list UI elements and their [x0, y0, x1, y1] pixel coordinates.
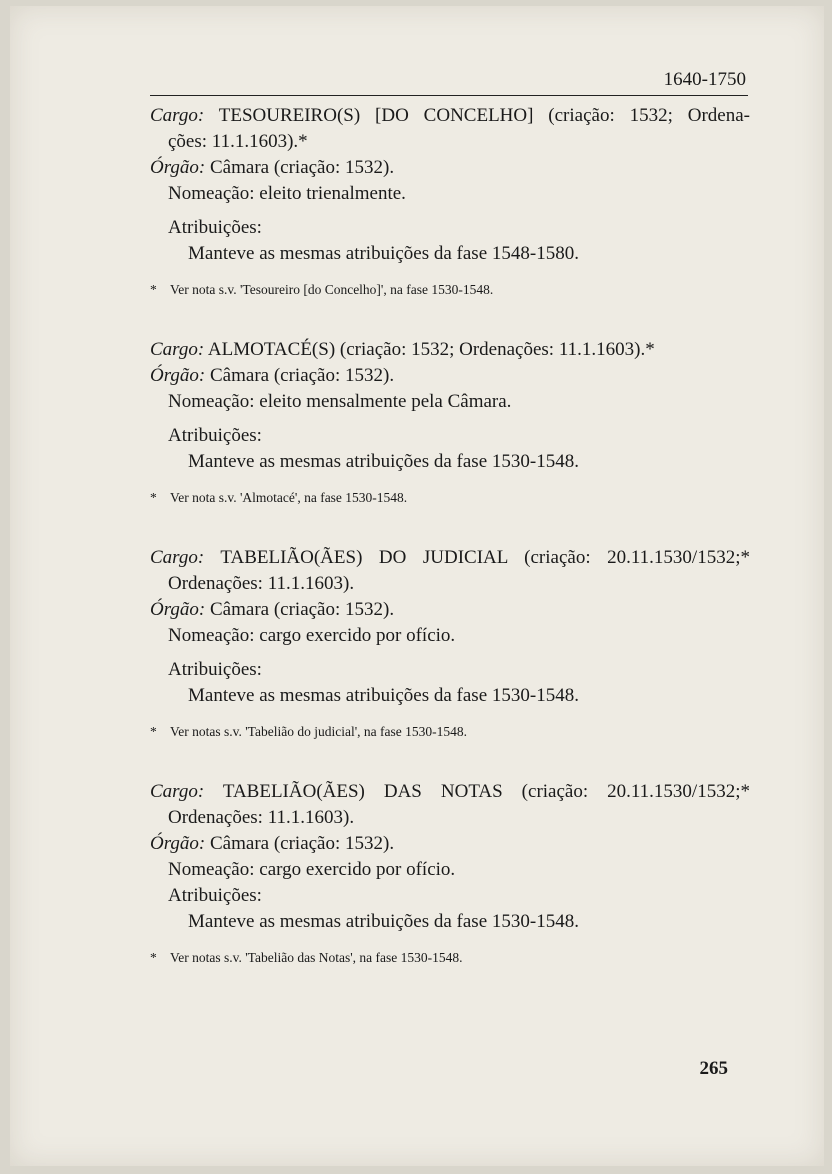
atribuicoes-text: Manteve as mesmas atribuições da fase 1530-1548. — [188, 451, 579, 472]
footnote-text: Ver nota s.v. 'Almotacé', na fase 1530-1548. — [170, 490, 408, 505]
atribuicoes-text: Manteve as mesmas atribuições da fase 1530-1548. — [188, 911, 579, 932]
cargo-line — [150, 779, 750, 805]
footnote-text: Ver notas s.v. 'Tabelião do judicial', na fase 1530-1548. — [170, 724, 467, 739]
footnote-marker: * — [150, 282, 157, 297]
orgao-label: Órgão: — [150, 599, 206, 620]
atribuicoes-label: Atribuições: — [168, 217, 262, 238]
footnote-marker: * — [150, 724, 157, 739]
cargo-text: ALMOTACÉ(S) (criação: 1532; Ordenações: 11.1.1603).* — [207, 339, 655, 360]
cargo-label: Cargo: — [150, 105, 205, 126]
atribuicoes-text: Manteve as mesmas atribuições da fase 1548-1580. — [188, 243, 579, 264]
page-content — [150, 103, 750, 967]
orgao-label: Órgão: — [150, 365, 206, 386]
running-header — [150, 65, 748, 96]
footnote-text: Ver notas s.v. 'Tabelião das Notas', na fase 1530-1548. — [170, 950, 463, 965]
nomeacao-text: Nomeação: cargo exercido por ofício. — [168, 859, 456, 880]
footnote — [150, 489, 750, 507]
cargo-text: TABELIÃO(ÃES) DAS NOTAS (criação: 20.11.1530/1532;* — [222, 781, 750, 802]
cargo-text: TESOUREIRO(S) [DO CONCELHO] (criação: 1532; Ordena- — [218, 105, 750, 126]
footnote-text: Ver nota s.v. 'Tesoureiro [do Concelho]', na fase 1530-1548. — [170, 282, 494, 297]
orgao-text: Câmara (criação: 1532). — [210, 599, 395, 620]
nomeacao-text: Nomeação: cargo exercido por ofício. — [168, 625, 456, 646]
page-number: 265 — [699, 1058, 728, 1079]
cargo-line-cont: ções: 11.1.1603).* — [168, 131, 308, 152]
orgao-text: Câmara (criação: 1532). — [210, 157, 395, 178]
entry-tabeliao-notas — [150, 779, 750, 967]
atribuicoes-text: Manteve as mesmas atribuições da fase 1530-1548. — [188, 685, 579, 706]
footnote — [150, 949, 750, 967]
nomeacao-text: Nomeação: eleito trienalmente. — [168, 183, 406, 204]
cargo-line — [150, 545, 750, 571]
atribuicoes-label: Atribuições: — [168, 425, 262, 446]
cargo-line — [150, 103, 750, 129]
cargo-label: Cargo: — [150, 781, 205, 802]
orgao-text: Câmara (criação: 1532). — [210, 833, 395, 854]
footnote-marker: * — [150, 950, 157, 965]
footnote-marker: * — [150, 490, 157, 505]
period-range: 1640-1750 — [663, 69, 746, 90]
footnote — [150, 723, 750, 741]
footnote — [150, 281, 750, 299]
cargo-label: Cargo: — [150, 339, 205, 360]
entry-almotace — [150, 337, 750, 507]
atribuicoes-label: Atribuições: — [168, 885, 262, 906]
entry-tesoureiro — [150, 103, 750, 299]
cargo-label: Cargo: — [150, 547, 205, 568]
cargo-line — [150, 337, 750, 363]
atribuicoes-label: Atribuições: — [168, 659, 262, 680]
cargo-line-cont: Ordenações: 11.1.1603). — [168, 807, 355, 828]
orgao-text: Câmara (criação: 1532). — [210, 365, 395, 386]
entry-tabeliao-judicial — [150, 545, 750, 741]
orgao-label: Órgão: — [150, 833, 206, 854]
nomeacao-text: Nomeação: eleito mensalmente pela Câmara. — [168, 391, 512, 412]
orgao-label: Órgão: — [150, 157, 206, 178]
book-page — [10, 6, 824, 1166]
cargo-line-cont: Ordenações: 11.1.1603). — [168, 573, 355, 594]
cargo-text: TABELIÃO(ÃES) DO JUDICIAL (criação: 20.11.1530/1532;* — [220, 547, 750, 568]
